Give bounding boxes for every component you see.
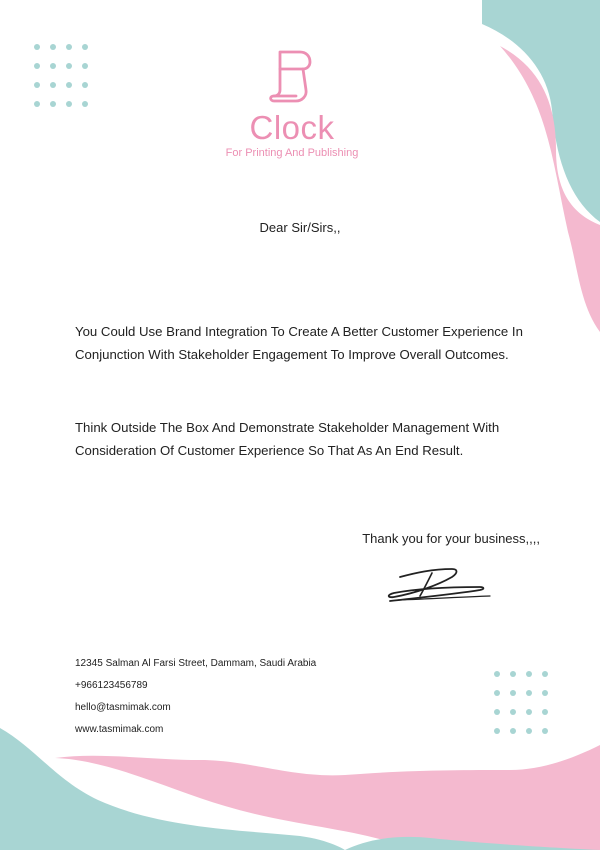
decorative-dot: [542, 728, 548, 734]
decorative-dot: [542, 690, 548, 696]
decorative-dot: [526, 728, 532, 734]
bottom-right-dot-grid: [494, 671, 548, 734]
decorative-dot: [494, 728, 500, 734]
handwritten-signature: [380, 563, 495, 605]
letter-paragraph: You Could Use Brand Integration To Create A Better Customer Experience In Conjunction With Stakeholder Engagement To Improve Overall Outcomes.: [75, 324, 523, 362]
decorative-dot: [526, 671, 532, 677]
decorative-dot: [494, 709, 500, 715]
decorative-dot: [494, 690, 500, 696]
company-logo: [0, 46, 584, 159]
decorative-dot: [510, 709, 516, 715]
decorative-dot: [542, 671, 548, 677]
scroll-logo-icon: [266, 46, 318, 108]
brand-name: Clock: [249, 109, 335, 146]
decorative-dot: [510, 690, 516, 696]
letter-closing: Thank you for your business,,,,: [362, 531, 540, 546]
contact-address: 12345 Salman Al Farsi Street, Dammam, Saudi Arabia: [75, 658, 317, 669]
decorative-dot: [526, 690, 532, 696]
letter-paragraph: Think Outside The Box And Demonstrate Stakeholder Management With Consideration Of Customer Experience So That As An End Result.: [75, 420, 500, 458]
contact-email[interactable]: hello@tasmimak.com: [75, 702, 171, 713]
decorative-dot: [494, 671, 500, 677]
contact-phone[interactable]: +966123456789: [75, 680, 148, 691]
decorative-dot: [510, 728, 516, 734]
decorative-dot: [510, 671, 516, 677]
decorative-dot: [542, 709, 548, 715]
contact-website[interactable]: www.tasmimak.com: [75, 724, 164, 735]
letter-greeting: Dear Sir/Sirs,,: [259, 220, 341, 235]
decorative-dot: [526, 709, 532, 715]
brand-tagline: For Printing And Publishing: [225, 147, 359, 159]
contact-info: [75, 657, 316, 745]
